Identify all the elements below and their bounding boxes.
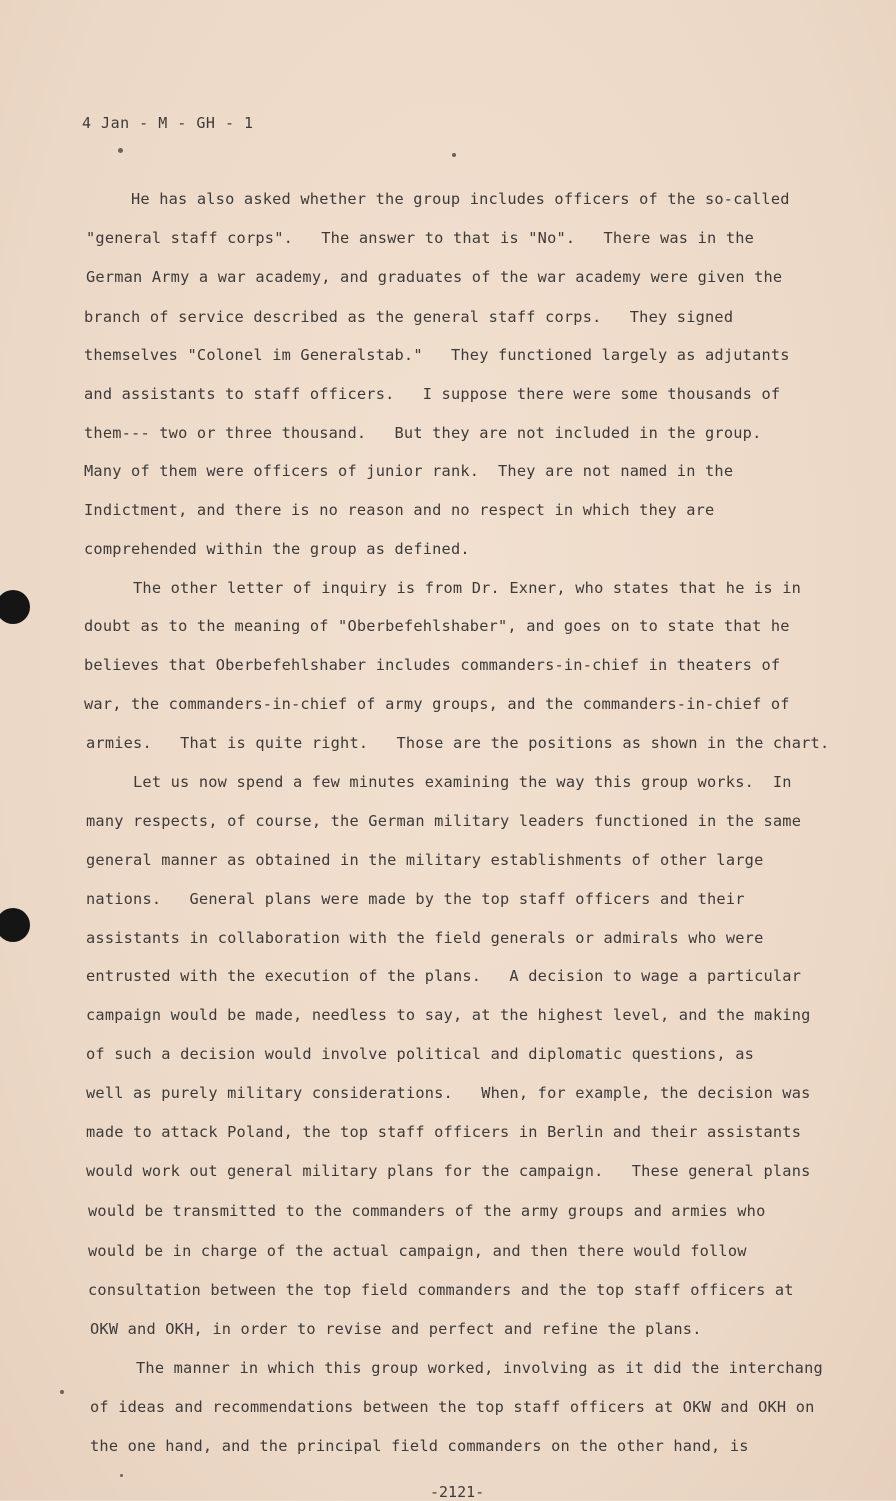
text-line: believes that Oberbefehlshaber includes commanders-in-chief in theaters of [84, 656, 781, 674]
text-line: doubt as to the meaning of "Oberbefehlshaber", and goes on to state that he [84, 617, 790, 635]
ink-speck [60, 1390, 64, 1394]
text-line: armies. That is quite right. Those are the positions as shown in the chart. [86, 734, 830, 752]
text-line: the one hand, and the principal field commanders on the other hand, is [90, 1437, 749, 1455]
ink-speck [452, 153, 456, 157]
text-line: well as purely military considerations. When, for example, the decision was [86, 1084, 811, 1102]
text-line: The manner in which this group worked, involving as it did the interchang [136, 1359, 823, 1377]
page-number: -2121- [430, 1483, 485, 1501]
text-line: them--- two or three thousand. But they are not included in the group. [84, 424, 762, 442]
text-line: Many of them were officers of junior rank. They are not named in the [84, 462, 734, 480]
text-line: entrusted with the execution of the plans. A decision to wage a particular [86, 967, 802, 985]
text-line: would work out general military plans for the campaign. These general plans [86, 1162, 811, 1180]
text-line: OKW and OKH, in order to revise and perfect and refine the plans. [90, 1320, 702, 1338]
text-line: branch of service described as the general staff corps. They signed [84, 308, 734, 326]
ink-speck [118, 148, 123, 153]
text-line: He has also asked whether the group includes officers of the so-called [131, 190, 790, 208]
text-line: comprehended within the group as defined. [84, 540, 470, 558]
text-line: many respects, of course, the German military leaders functioned in the same [86, 812, 802, 830]
document-header: 4 Jan - M - GH - 1 [82, 114, 254, 132]
text-line: "general staff corps". The answer to that is "No". There was in the [86, 229, 755, 247]
text-line: would be in charge of the actual campaign, and then there would follow [88, 1242, 747, 1260]
text-line: of ideas and recommendations between the top staff officers at OKW and OKH on [90, 1398, 815, 1416]
text-line: The other letter of inquiry is from Dr. Exner, who states that he is in [133, 579, 802, 597]
text-line: consultation between the top field commanders and the top staff officers at [88, 1281, 794, 1299]
text-line: campaign would be made, needless to say, at the highest level, and the making [86, 1006, 811, 1024]
text-line: assistants in collaboration with the field generals or admirals who were [86, 929, 764, 947]
text-line: would be transmitted to the commanders of the army groups and armies who [88, 1202, 766, 1220]
text-line: themselves "Colonel im Generalstab." They functioned largely as adjutants [84, 346, 790, 364]
text-line: German Army a war academy, and graduates of the war academy were given the [86, 268, 783, 286]
text-line: war, the commanders-in-chief of army groups, and the commanders-in-chief of [84, 695, 790, 713]
text-line: made to attack Poland, the top staff officers in Berlin and their assistants [86, 1123, 802, 1141]
text-line: general manner as obtained in the military establishments of other large [86, 851, 764, 869]
ink-speck [120, 1474, 123, 1477]
text-line: and assistants to staff officers. I suppose there were some thousands of [84, 385, 781, 403]
punch-hole-bottom [0, 908, 30, 942]
text-line: Indictment, and there is no reason and no respect in which they are [84, 501, 715, 519]
text-line: of such a decision would involve political and diplomatic questions, as [86, 1045, 755, 1063]
text-line: Let us now spend a few minutes examining the way this group works. In [133, 773, 792, 791]
text-line: nations. General plans were made by the top staff officers and their [86, 890, 745, 908]
punch-hole-top [0, 590, 30, 624]
